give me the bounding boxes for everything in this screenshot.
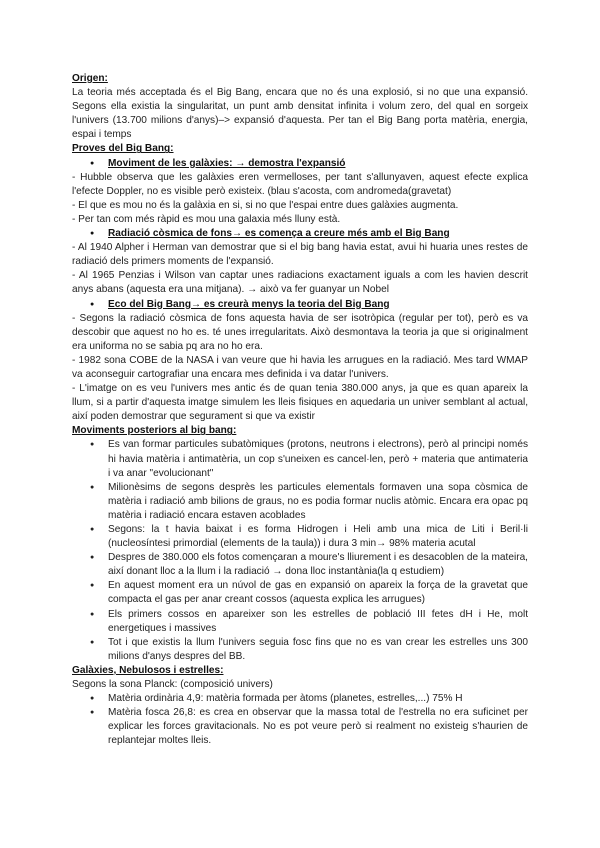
paragraph-penzias: - Al 1965 Penzias i Wilson van captar unes radiacions exactament iguals a com les havien descrit anys abans (aquesta era una mitjana). → això va fer guanyar un Nobel bbox=[72, 270, 528, 296]
list-item: ● En aquest moment era un núvol de gas en expansió on apareix la força de la gravetat que compacta el gas per anar creant cossos (aquesta explica les arrugues) bbox=[72, 579, 528, 607]
paragraph-velocitat: - Per tan com més ràpid es mou una galaxia més lluny està. bbox=[72, 213, 341, 225]
paragraph-cobe: - 1982 sona COBE de la NASA i van veure que hi havia les arrugues en la radiació. Mes tard WMAP va aconseguir cartografiar una encara mes definida i va datar l'univers. bbox=[72, 354, 528, 380]
list-composicio bbox=[72, 692, 528, 748]
list-item: ● Es van formar particules subatòmiques (protons, neutrons i electrons), però al principi només hi havia matèria i antimatèria, un cop s'uneixen es cancel·len, però + materia que antimateria i va anar "evolucionant" bbox=[72, 438, 528, 480]
heading-origen: Origen: bbox=[72, 73, 108, 84]
paragraph-isotropica: - Segons la radiació còsmica de fons aquesta havia de ser isotròpica (regular per tot), però es va descobir que aquest no ho es. té unes irregularitats. Això desmontava la teoria ja que si originalment era uniforma no se sabia pq ara no ho era. bbox=[72, 312, 528, 352]
list-item: ● Despres de 380.000 els fotos començaran a moure's lliurement i es desacoblen de la mateira, així donant lloc a la llum i la radiació → dona lloc instantània(la q estudiem) bbox=[72, 551, 528, 579]
paragraph-alpher: - Al 1940 Alpher i Herman van demostrar que si el big bang havia estat, avui hi huaria unes restes de radiació dels primers moments de l'expansió. bbox=[72, 242, 528, 268]
list-item: ● Milionèsims de segons desprès les particules elementals formaven una sopa còsmica de matèria i radiació amb bilions de graus, no es podia formar nuclis atòmic. Encara era opac pq matèria i radiació encara estaven acoblades bbox=[72, 481, 528, 523]
list-item: ● Matèria ordinària 4,9: matèria formada per àtoms (planetes, estrelles,...) 75% H bbox=[72, 692, 528, 706]
list-item: ● Tot i que existis la llum l'univers seguia fosc fins que no es van crear les estrelles uns 300 milions d'anys despres del BB. bbox=[72, 636, 528, 664]
subheading-radiacio-fons: ● Radiació còsmica de fons→ es comença a creure més amb el Big Bang bbox=[72, 227, 528, 241]
document-page bbox=[72, 72, 528, 749]
heading-galaxies: Galàxies, Nebulosos i estrelles: bbox=[72, 664, 224, 676]
list-item: ● Els primers cossos en apareixer son les estrelles de població III fetes dH i He, molt energetiques i massives bbox=[72, 608, 528, 636]
paragraph-planck: Segons la sona Planck: (composició univers) bbox=[72, 679, 273, 691]
heading-moviments: Moviments posteriors al big bang: bbox=[72, 425, 237, 437]
sublist-eco bbox=[72, 298, 528, 312]
paragraph-imatge: - L'imatge on es veu l'univers mes antic és de quan tenia 380.000 anys, ja que es quan apareix la llum, si a partir d'aquesta imatge simulem les lleis fisiques en aquedaria un univer semblant al actual, així poden demostrar que segurament si que va existir bbox=[72, 383, 528, 423]
subheading-eco-big-bang: ● Eco del Big Bang→ es creurà menys la teoria del Big Bang bbox=[72, 298, 528, 312]
list-item: ● Matèria fosca 26,8: es crea en observar que la massa total de l'estrella no era suficinet per explicar les forces gravitacionals. No es pot veure però si realment no existeig s'haurien de replantejar moltes lleis. bbox=[72, 706, 528, 748]
paragraph-hubble: - Hubble observa que les galàxies eren vermelloses, per tant s'allunyaven, aquest efecte explica l'efecte Doppler, no es visible però existeix. (blau s'acosta, com andromeda(gravetat) bbox=[72, 171, 528, 197]
paragraph-origen: La teoria més acceptada és el Big Bang, encara que no és una explosió, si no que una expansió. Segons ella existia la singularitat, un punt amb densitat infinita i volum zero, del qual en sorgeix l'univers (13.700 milions d'anys)–> expansió d'aquesta. Per tan el Big Bang porta matèria, energia, espai i temps bbox=[72, 87, 528, 141]
paragraph-espai: - El que es mou no és la galàxia en si, si no que l'espai entre dues galàxies augmenta. bbox=[72, 199, 459, 211]
subheading-moviment-galaxies: ● Moviment de les galàxies: → demostra l'expansió bbox=[72, 157, 528, 171]
sublist-radiacio bbox=[72, 227, 528, 241]
sublist-moviment bbox=[72, 157, 528, 171]
list-moviments bbox=[72, 438, 528, 664]
list-item: ● Segons: la t havia baixat i es forma Hidrogen i Heli amb una mica de Liti i Beril·li (nucleosíntesi primordial (elements de la taula)) i dura 3 min→ 98% materia acutal bbox=[72, 523, 528, 551]
heading-proves: Proves del Big Bang: bbox=[72, 143, 174, 155]
